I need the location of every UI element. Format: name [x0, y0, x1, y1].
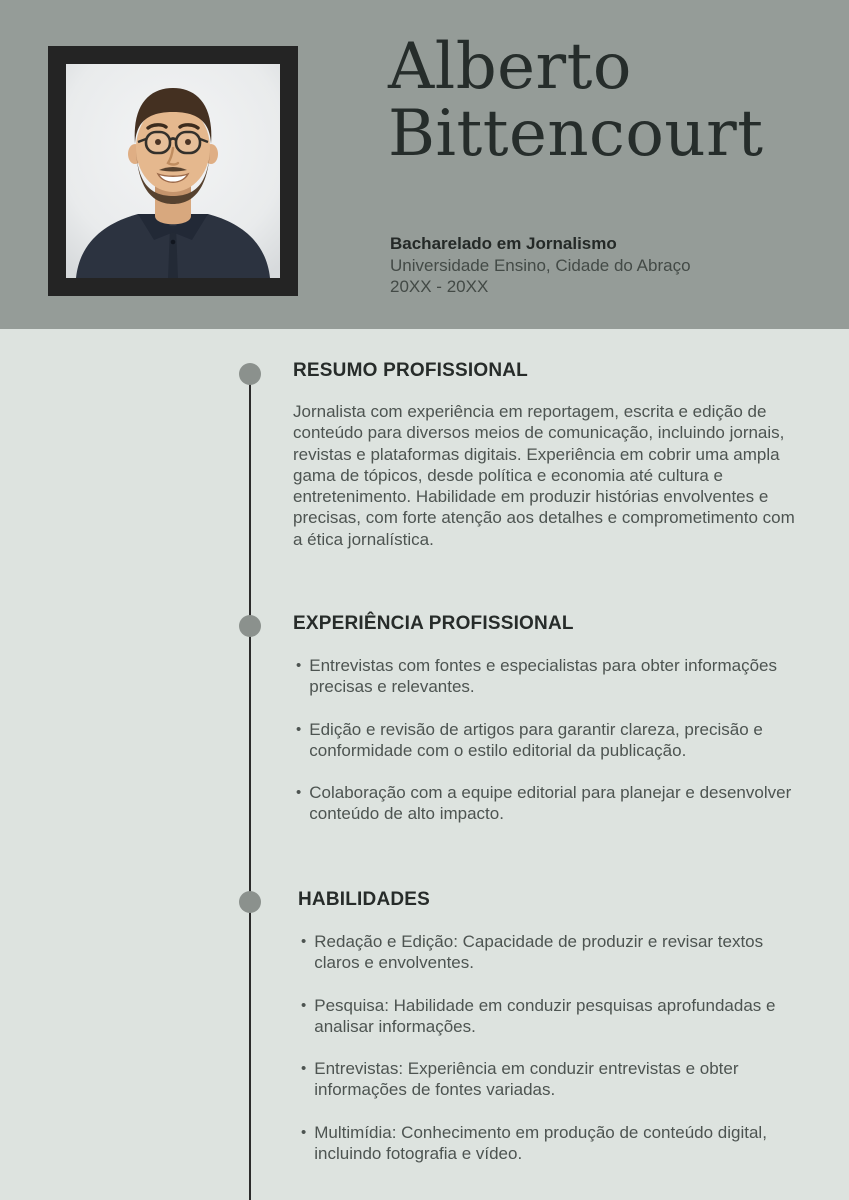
name-heading: [388, 30, 764, 171]
bullet-text: Pesquisa: Habilidade em conduzir pesquisas aprofundadas e analisar informações.: [314, 995, 776, 1036]
list-item: [293, 719, 803, 762]
bullet-text: Edição e revisão de artigos para garantir clareza, precisão e conformidade com o estilo editorial da publicação.: [309, 719, 763, 760]
header-band: [0, 0, 849, 329]
bullet-icon: •: [296, 784, 302, 802]
bullet-text: Entrevistas: Experiência em conduzir entrevistas e obter informações de fontes variadas.: [314, 1059, 739, 1100]
education-school: Universidade Ensino, Cidade do Abraço: [390, 255, 691, 275]
bullet-icon: •: [296, 657, 302, 674]
bullet-icon: •: [296, 720, 302, 738]
section-experiencia-profissional: [293, 612, 803, 846]
profile-photo-frame: [48, 46, 298, 296]
bullet-icon: •: [301, 1060, 307, 1078]
list-item: [298, 1058, 798, 1101]
bullet-icon: •: [301, 996, 307, 1014]
list-item: [293, 782, 803, 825]
name-line1: Alberto: [388, 30, 632, 104]
section-resumo-profissional: [293, 359, 795, 550]
bullet-text: Multimídia: Conhecimento em produção de conteúdo digital, incluindo fotografia e vídeo.: [314, 1122, 767, 1164]
shirt-button: [171, 240, 176, 245]
timeline-dot-experiencia: [239, 615, 261, 637]
eye-right: [185, 139, 191, 145]
timeline-dot-habilidades: [239, 891, 261, 913]
bullet-icon: •: [301, 933, 307, 950]
list-item: [298, 931, 798, 974]
section-title-experiencia: EXPERIÊNCIA PROFISSIONAL: [293, 613, 574, 634]
list-item: [298, 1122, 798, 1165]
section-habilidades: [298, 888, 798, 1185]
name-line2: Bittencourt: [388, 97, 764, 171]
bullet-icon: •: [301, 1123, 307, 1141]
education-dates: 20XX - 20XX: [390, 277, 489, 296]
eye-left: [155, 139, 161, 145]
timeline-line: [249, 374, 251, 1200]
education-block: [390, 233, 691, 298]
habilidades-bullet-list: [298, 931, 798, 1164]
list-item: [298, 995, 798, 1038]
section-title-resumo: RESUMO PROFISSIONAL: [293, 360, 528, 381]
timeline-dot-resumo: [239, 363, 261, 385]
experiencia-bullet-list: [293, 655, 803, 825]
profile-photo: [66, 64, 280, 278]
bullet-text: Colaboração com a equipe editorial para planejar e desenvolver conteúdo de alto impacto.: [309, 783, 792, 824]
section-title-habilidades: HABILIDADES: [298, 889, 431, 910]
bullet-text: Entrevistas com fontes e especialistas para obter informações precisas e relevantes.: [309, 656, 777, 697]
bullet-text: Redação e Edição: Capacidade de produzir e revisar textos claros e envolventes.: [314, 932, 764, 973]
education-degree: Bacharelado em Jornalismo: [390, 234, 617, 253]
resumo-paragraph: Jornalista com experiência em reportagem, escrita e edição de conteúdo para diversos meios de comunicação, incluindo jornais, revistas e plataformas digitais. Experiência em cobrir uma ampla gama de tópicos, desde política e economia até cultura e entretenimento. Habilidade em produzir histórias envolventes e precisas, com forte atenção aos detalhes e comprometimento com a ética jornalística.: [293, 402, 795, 549]
list-item: [293, 655, 803, 698]
